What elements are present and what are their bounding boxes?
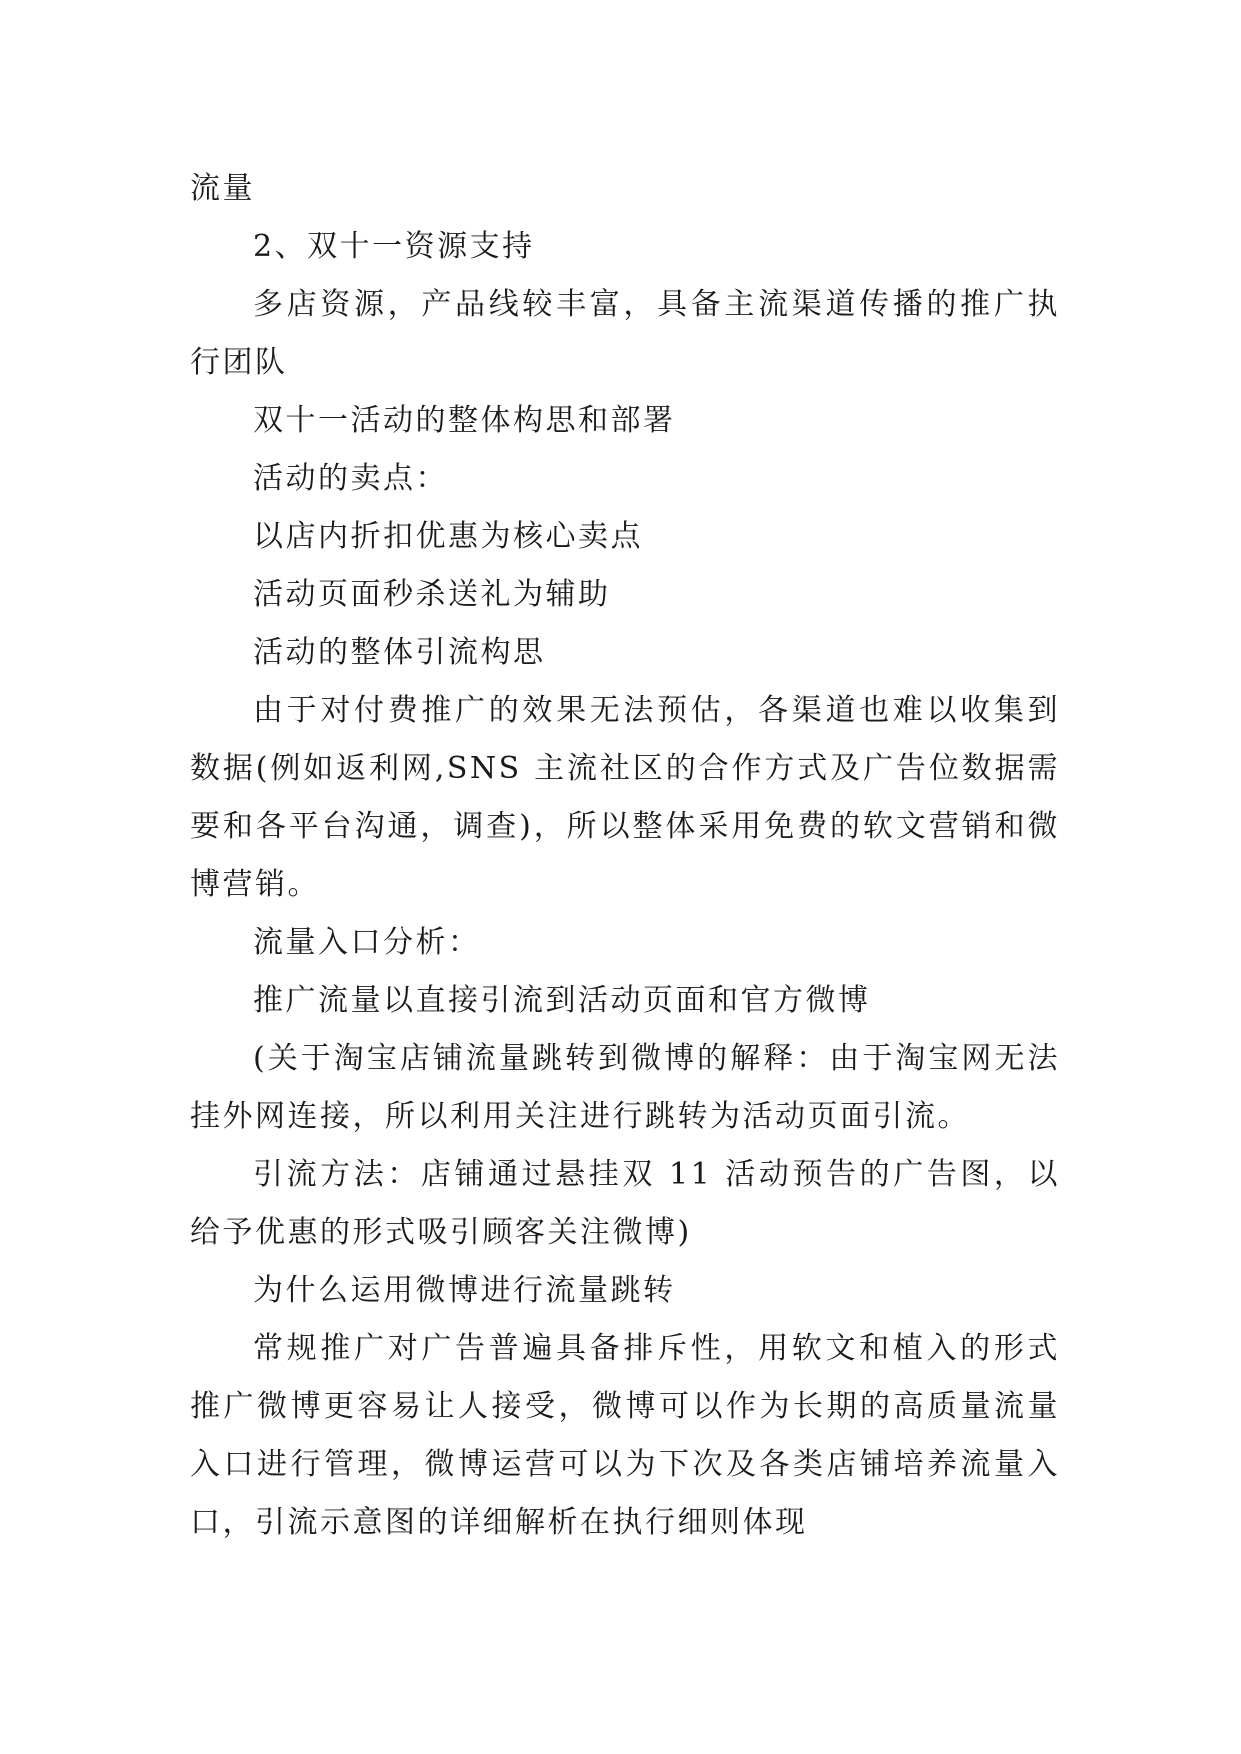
paragraph: 以店内折扣优惠为核心卖点	[253, 519, 643, 554]
paragraph: 活动的整体引流构思	[253, 635, 546, 670]
paragraph: 流量	[190, 171, 255, 206]
paragraph: 常规推广对广告普遍具备排斥性，用软文和植入的形式推广微博更容易让人接受，微博可以作为长期的高质量流量入口进行管理，微博运营可以为下次及各类店铺培养流量入口，引流示意图的详细解析在执行细则体现	[190, 1331, 1060, 1540]
paragraph: 活动页面秒杀送礼为辅助	[253, 577, 611, 612]
paragraph: 多店资源，产品线较丰富，具备主流渠道传播的推广执行团队	[190, 287, 1060, 380]
paragraph: (关于淘宝店铺流量跳转到微博的解释：由于淘宝网无法挂外网连接，所以利用关注进行跳转为活动页面引流。	[190, 1041, 1060, 1134]
paragraph: 双十一活动的整体构思和部署	[253, 403, 676, 438]
paragraph: 活动的卖点：	[253, 461, 448, 496]
paragraph: 由于对付费推广的效果无法预估，各渠道也难以收集到数据(例如返利网,SNS 主流社区的合作方式及广告位数据需要和各平台沟通，调查)，所以整体采用免费的软文营销和微博营销。	[190, 693, 1060, 902]
paragraph: 引流方法：店铺通过悬挂双 11 活动预告的广告图，以给予优惠的形式吸引顾客关注微博)	[190, 1157, 1060, 1250]
paragraph: 推广流量以直接引流到活动页面和官方微博	[253, 983, 871, 1018]
paragraph: 为什么运用微博进行流量跳转	[253, 1273, 676, 1308]
section-heading: 2、双十一资源支持	[253, 229, 535, 264]
document-body	[190, 160, 1060, 1552]
paragraph: 流量入口分析：	[253, 925, 481, 960]
